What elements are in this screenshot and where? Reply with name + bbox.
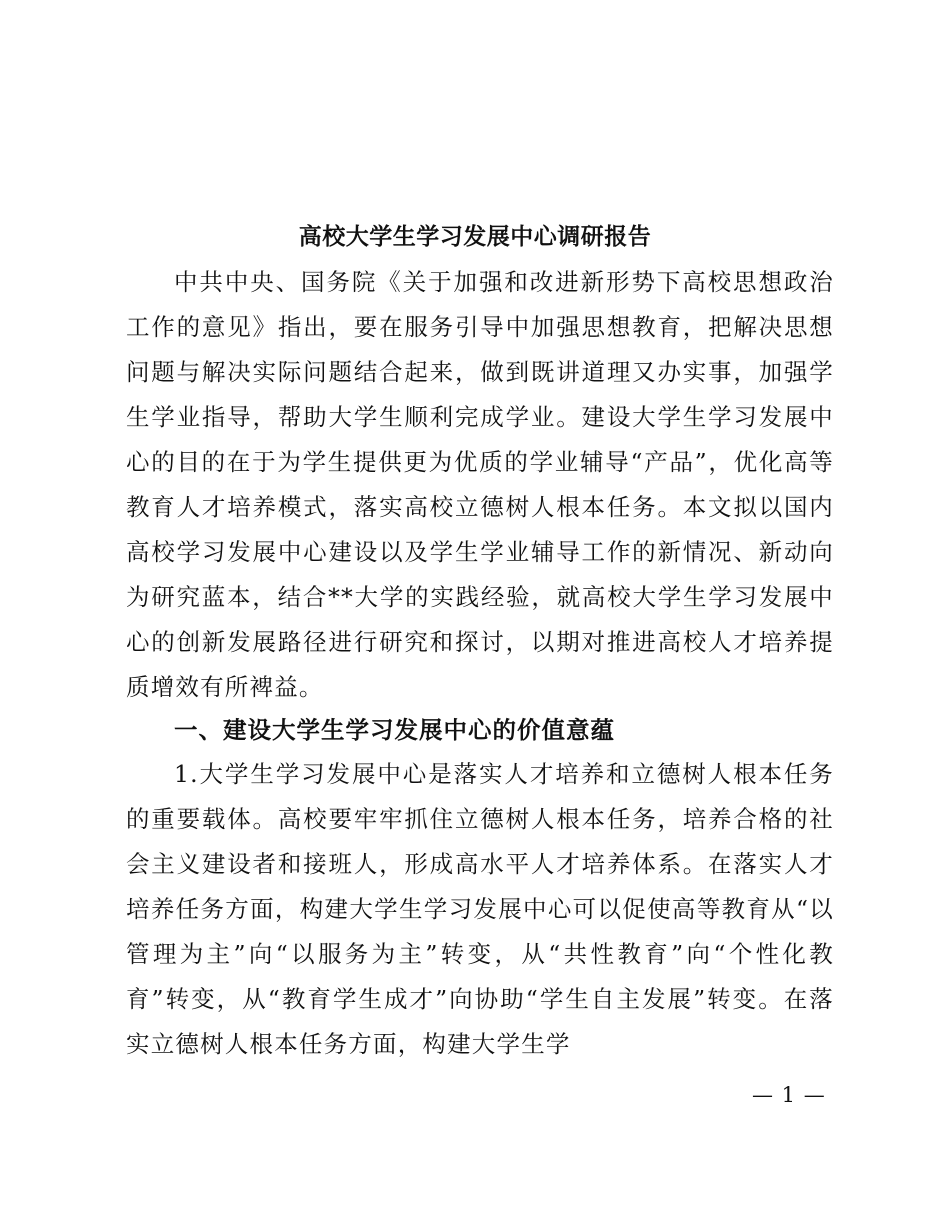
page-number: — 1 — <box>752 1083 826 1107</box>
intro-paragraph: 中共中央、国务院《关于加强和改进新形势下高校思想政治工作的意见》指出，要在服务引导中加强思想教育，把解决思想问题与解决实际问题结合起来，做到既讲道理又办实事，加强学生学业指导，帮助大学生顺利完成学业。建设大学生学习发展中心的目的在于为学生提供更为优质的学业辅导“产品”，优化高等教育人才培养模式，落实高校立德树人根本任务。本文拟以国内高校学习发展中心建设以及学生学业辅导工作的新情况、新动向为研究蓝本，结合**大学的实践经验，就高校大学生学习发展中心的创新发展路径进行研究和探讨，以期对推进高校人才培养提质增效有所裨益。 <box>126 268 834 701</box>
section-1-paragraph: 1.大学生学习发展中心是落实人才培养和立德树人根本任务的重要载体。高校要牢牢抓住立德树人根本任务，培养合格的社会主义建设者和接班人，形成高水平人才培养体系。在落实人才培养任务方面，构建大学生学习发展中心可以促使高等教育从“以管理为主”向“以服务为主”转变，从“共性教育”向“个性化教育”转变，从“教育学生成才”向协助“学生自主发展”转变。在落实立德树人根本任务方面，构建大学生学 <box>126 760 834 1058</box>
section-heading-1: 一、建设大学生学习发展中心的价值意蕴 <box>174 716 615 744</box>
document-title: 高校大学生学习发展中心调研报告 <box>298 223 652 250</box>
